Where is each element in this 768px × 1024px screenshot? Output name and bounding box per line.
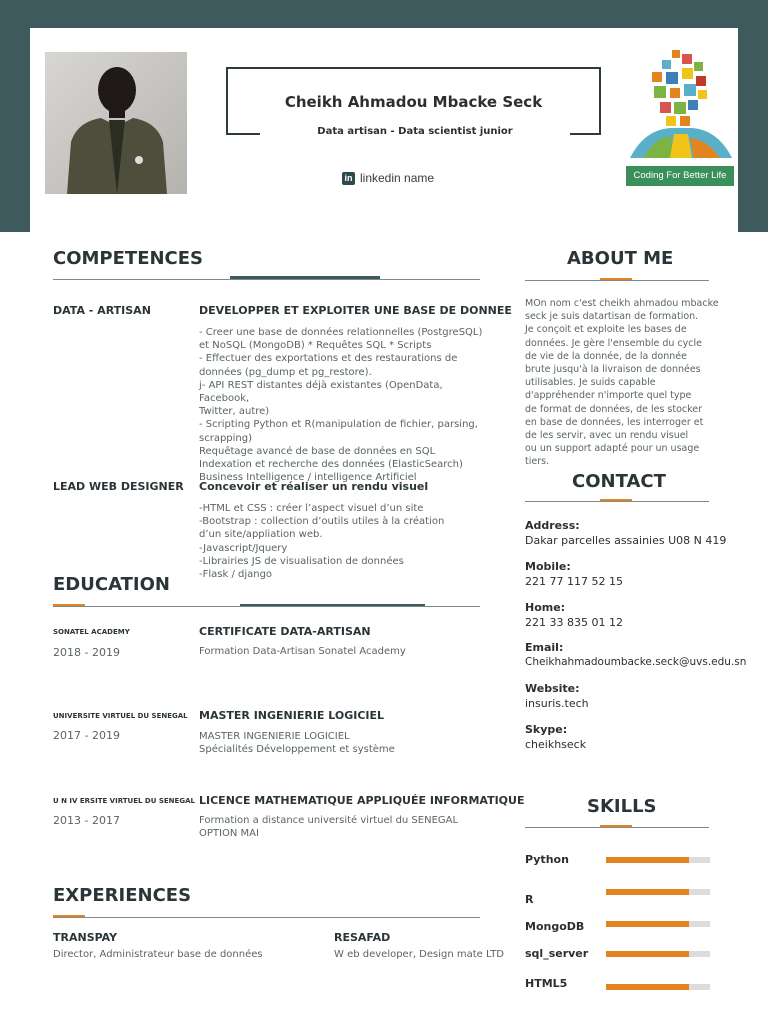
degree-description: Formation a distance université virtuel du SENEGAL OPTION MAI <box>199 815 459 840</box>
competence-description: - Creer une base de données relationnelles (PostgreSQL) et NoSQL (MongoDB) * Requêtes SQL * Scripts - Effectuer des exportations et des restaurations de données (pg_dump et pg_restore). j- API REST distantes déjà existantes (OpenData, Facebook, Twitter, autre) - Scripting Python et R(manipulation de fichier, parsing, scrapping) Requêtage avancé de base de données en SQL Indexation et recherche des données (ElasticSearch) Business Intelligence / intelligence Artificiel <box>199 327 483 484</box>
school-name: UNIVERSITE VIRTUEL DU SENEGAL <box>53 712 188 720</box>
website-link[interactable]: insuris.tech <box>525 697 589 710</box>
experiences-rule <box>53 917 480 918</box>
education-years: 2013 - 2017 <box>53 814 120 827</box>
skill-name: sql_server <box>525 947 589 960</box>
contact-value: Dakar parcelles assainies U08 N 419 <box>525 534 727 547</box>
skill-bar-fill <box>606 857 689 863</box>
education-years: 2018 - 2019 <box>53 646 120 659</box>
contact-value: 221 77 117 52 15 <box>525 575 623 588</box>
contact-label: Skype: <box>525 723 568 736</box>
competence-description: -HTML et CSS : créer l’aspect visuel d’un site -Bootstrap : collection d’outils utiles à la création d’un site/appliation web. -Javascript/Jquery -Librairies JS de visualisation de données -Flask / django <box>199 503 445 581</box>
skill-name: HTML5 <box>525 977 568 990</box>
email-link[interactable]: Cheikhahmadoumbacke.seck@uvs.edu.sn <box>525 656 747 668</box>
competence-heading: DEVELOPPER ET EXPLOITER UNE BASE DE DONNEE <box>199 304 512 317</box>
competence-label: LEAD WEB DESIGNER <box>53 480 184 493</box>
contact-value: 221 33 835 01 12 <box>525 616 623 629</box>
education-rule <box>53 606 480 607</box>
education-years: 2017 - 2019 <box>53 729 120 742</box>
skill-bar-fill <box>606 984 689 990</box>
contact-title: CONTACT <box>572 471 666 492</box>
job-subtitle: Data artisan - Data scientist junior <box>260 126 570 137</box>
skill-name: R <box>525 893 534 906</box>
skills-title: SKILLS <box>587 796 657 817</box>
skill-bar <box>606 921 710 927</box>
skill-name: MongoDB <box>525 920 585 933</box>
contact-label: Website: <box>525 682 580 695</box>
linkedin-link[interactable] <box>342 171 434 185</box>
skill-bar <box>606 951 710 957</box>
degree-description: Formation Data-Artisan Sonatel Academy <box>199 646 406 657</box>
degree-title: MASTER INGENIERIE LOGICIEL <box>199 709 385 722</box>
coding-logo <box>624 46 736 188</box>
skill-bar <box>606 984 710 990</box>
degree-description: MASTER INGENIERIE LOGICIEL Spécialités Développement et système <box>199 731 395 756</box>
contact-label: Home: <box>525 601 566 614</box>
skill-bar-fill <box>606 889 689 895</box>
linkedin-label: linkedin name <box>360 171 435 185</box>
skill-bar-fill <box>606 921 689 927</box>
logo-caption: Coding For Better Life <box>633 170 727 181</box>
company-name: RESAFAD <box>334 931 391 944</box>
about-text: MOn nom c'est cheikh ahmadou mbacke seck je suis datartisan de formation. Je conçoit et exploite les bases de données. Je gère l'ensemble du cycle de vie de la donnée, de la donnée brute jusqu'à la livraison de données utilisables. Je suids capable d'appréhender n'importe quel type de format de données, de les stocker en base de données, les interroger et de les servir, avec un rendu visuel ou un support adapté pour un usage tiers. <box>525 298 719 468</box>
contact-value: cheikhseck <box>525 738 587 751</box>
name-box <box>226 67 601 135</box>
contact-label: Email: <box>525 641 564 654</box>
company-name: TRANSPAY <box>53 931 118 944</box>
skill-name: Python <box>525 853 569 866</box>
contact-label: Address: <box>525 519 580 532</box>
job-role: W eb developer, Design mate LTD <box>334 949 505 960</box>
degree-title: LICENCE MATHEMATIQUE APPLIQUÉE INFORMATIQUE <box>199 794 525 807</box>
school-name: SONATEL ACADEMY <box>53 628 130 636</box>
school-name: U N IV ERSITE VIRTUEL DU SENEGAL <box>53 797 195 805</box>
linkedin-icon: in <box>342 172 355 185</box>
contact-label: Mobile: <box>525 560 571 573</box>
education-title: EDUCATION <box>53 574 170 595</box>
skill-bar <box>606 889 710 895</box>
skill-bar <box>606 857 710 863</box>
full-name: Cheikh Ahmadou Mbacke Seck <box>284 93 543 111</box>
competences-rule <box>53 279 480 280</box>
about-rule <box>525 280 709 281</box>
competences-title: COMPETENCES <box>53 248 204 269</box>
degree-title: CERTIFICATE DATA-ARTISAN <box>199 625 371 638</box>
skills-rule <box>525 827 709 828</box>
profile-photo <box>45 52 187 194</box>
competence-label: DATA - ARTISAN <box>53 304 151 317</box>
contact-rule <box>525 501 709 502</box>
job-role: Director, Administrateur base de données <box>53 949 263 960</box>
experiences-title: EXPERIENCES <box>53 885 192 906</box>
competence-heading: Concevoir et réaliser un rendu visuel <box>199 480 429 493</box>
about-title: ABOUT ME <box>567 248 674 269</box>
skill-bar-fill <box>606 951 689 957</box>
